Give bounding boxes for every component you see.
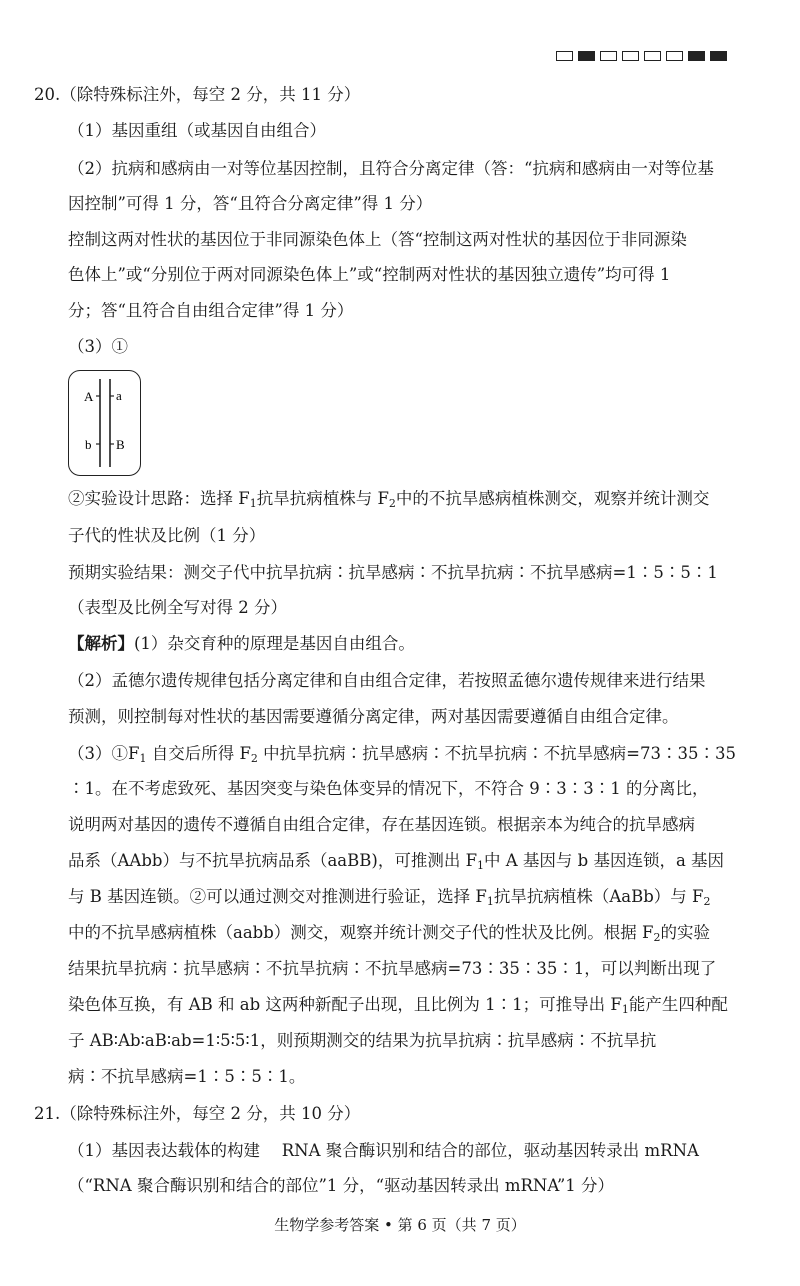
- analysis-line: 病∶不抗旱感病=1∶5∶5∶1。: [68, 1067, 306, 1086]
- q20-answer-3-head: （3）①: [68, 337, 128, 356]
- q20-expected-result: 预期实验结果：测交子代中抗旱抗病∶抗旱感病∶不抗旱抗病∶不抗旱感病=1∶5∶5∶1: [68, 563, 718, 582]
- page-footer: 生物学参考答案 • 第 6 页（共 7 页）: [274, 1216, 526, 1234]
- analysis-line: 子 AB∶Ab∶aB∶ab=1∶5∶5∶1，则预期测交的结果为抗旱抗病∶抗旱感病∶不抗旱抗: [68, 1031, 657, 1050]
- q20-answer-2-line: 因控制”可得 1 分，答“且符合分离定律”得 1 分）: [68, 194, 433, 213]
- page-mark: [710, 51, 727, 61]
- gene-label: a: [116, 388, 122, 403]
- analysis-line: （2）孟德尔遗传规律包括分离定律和自由组合定律，若按照孟德尔遗传规律来进行结果: [68, 671, 706, 690]
- analysis-line: $(3)①F_1$ 自交后所得 $F_2$ 中抗旱抗病∶抗旱感病∶不抗旱抗病∶不抗旱感病=73∶35∶35: [68, 744, 736, 765]
- gene-label: b: [85, 437, 92, 452]
- page-mark: [666, 51, 683, 61]
- q20-answer-1: （1）基因重组（或基因自由组合）: [68, 121, 326, 140]
- q21-header: 21.（除特殊标注外，每空 2 分，共 10 分）: [34, 1104, 361, 1123]
- analysis-line: 品系（AAbb）与不抗旱抗病品系（aaBB)，可推测出 $F_1$中 A 基因与 b 基因连锁，a 基因: [68, 851, 725, 872]
- q20-answer-2-line: 分；答“且符合自由组合定律”得 1 分）: [68, 301, 354, 320]
- analysis-line: 【解析】(1）杂交育种的原理是基因自由组合。: [68, 634, 415, 653]
- analysis-line: 说明两对基因的遗传不遵循自由组合定律，存在基因连锁。根据亲本为纯合的抗旱感病: [68, 815, 695, 834]
- q21-answer-1-note: （“RNA 聚合酶识别和结合的部位”1 分，“驱动基因转录出 mRNA”1 分）: [68, 1176, 614, 1195]
- analysis-line: ∶1。在不考虑致死、基因突变与染色体变异的情况下，不符合 9∶3∶3∶1 的分离比，: [68, 779, 709, 798]
- page-mark: [600, 51, 617, 61]
- page-mark: [688, 51, 705, 61]
- q20-answer-3-2-line: ②实验设计思路：选择 $F_1$抗旱抗病植株与 $F_2$中的不抗旱感病植株测交，观察并统计测交: [68, 489, 710, 510]
- chromosome-lines: [69, 371, 142, 477]
- q20-header: 20.（除特殊标注外，每空 2 分，共 11 分）: [34, 85, 361, 104]
- page-corner-marks: [556, 51, 727, 61]
- gene-label: B: [116, 437, 125, 452]
- page-mark: [578, 51, 595, 61]
- q20-scoring-note: （表型及比例全写对得 2 分）: [68, 598, 287, 617]
- q20-answer-2-line: 控制这两对性状的基因位于非同源染色体上（答“控制这两对性状的基因位于非同源染: [68, 230, 687, 249]
- analysis-line: 染色体互换，有 AB 和 ab 这两种新配子出现，且比例为 1∶1；可推导出 $F_1$能产生四种配: [68, 995, 728, 1016]
- analysis-line: 结果抗旱抗病∶抗旱感病∶不抗旱抗病∶不抗旱感病=73∶35∶35∶1，可以判断出现了: [68, 959, 717, 978]
- q20-answer-3-2-line: 子代的性状及比例（1 分）: [68, 526, 266, 545]
- q20-answer-2-line: （2）抗病和感病由一对等位基因控制，且符合分离定律（答：“抗病和感病由一对等位基: [68, 159, 714, 178]
- analysis-tag: 【解析】: [68, 634, 134, 653]
- analysis-line: 与 B 基因连锁。②可以通过测交对推测进行验证，选择 $F_1$抗旱抗病植株（AaBb）与 $F_2$: [68, 887, 711, 908]
- gene-label: A: [84, 389, 94, 404]
- page-mark: [644, 51, 661, 61]
- q20-answer-2-line: 色体上”或“分别位于两对同源染色体上”或“控制两对性状的基因独立遗传”均可得 1: [68, 265, 671, 284]
- chromosome-diagram: [68, 370, 141, 476]
- page-mark: [556, 51, 573, 61]
- analysis-line: 中的不抗旱感病植株（aabb）测交，观察并统计测交子代的性状及比例。根据 $F_2$的实验: [68, 923, 710, 944]
- page-mark: [622, 51, 639, 61]
- analysis-line: 预测，则控制每对性状的基因需要遵循分离定律，两对基因需要遵循自由组合定律。: [68, 707, 679, 726]
- q21-answer-1: （1）基因表达载体的构建 RNA 聚合酶识别和结合的部位，驱动基因转录出 mRNA: [68, 1141, 699, 1160]
